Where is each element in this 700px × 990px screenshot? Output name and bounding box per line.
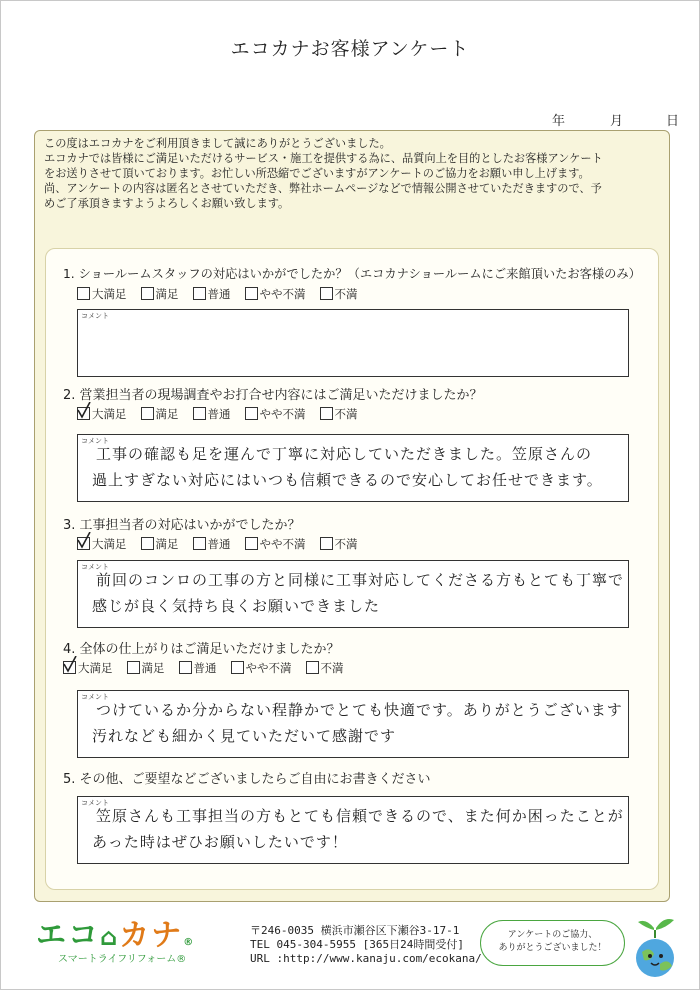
globe-mascot-icon <box>628 914 684 980</box>
rating-option[interactable] <box>231 660 292 676</box>
option-label: やや不満 <box>259 537 306 551</box>
comment-label: コメント <box>81 312 109 320</box>
rating-option[interactable] <box>63 660 113 676</box>
checkbox[interactable] <box>193 407 206 420</box>
rating-option[interactable] <box>179 660 217 676</box>
rating-option[interactable] <box>141 286 179 302</box>
rating-option[interactable] <box>193 536 231 552</box>
house-icon: ⌂ <box>100 923 120 951</box>
comment-label: コメント <box>81 437 109 445</box>
option-label: やや不満 <box>259 407 306 421</box>
option-label: 大満足 <box>78 661 113 675</box>
checkbox[interactable] <box>231 661 244 674</box>
option-label: 普通 <box>193 661 217 675</box>
rating-option[interactable] <box>141 406 179 422</box>
rating-option[interactable] <box>77 286 127 302</box>
comment-label: コメント <box>81 563 109 571</box>
option-label: 満足 <box>155 287 179 301</box>
checkbox[interactable] <box>320 537 333 550</box>
option-label: 大満足 <box>92 407 127 421</box>
comment-box[interactable] <box>77 309 629 377</box>
comment-box[interactable] <box>77 434 629 502</box>
bubble-line: アンケートのご協力、 <box>507 930 598 940</box>
checkbox-checked[interactable] <box>63 661 76 674</box>
option-label: やや不満 <box>259 287 306 301</box>
rating-option[interactable] <box>127 660 165 676</box>
handwritten-comment-line: 笠原さんも工事担当の方もとても信頼できるので、また何か困ったことが <box>96 807 624 825</box>
date-day-label: 日 <box>666 114 680 129</box>
question-3-text: 3. 工事担当者の対応はいかがでしたか？ <box>63 518 301 533</box>
checkbox[interactable] <box>245 537 258 550</box>
handwritten-comment-line: 工事の確認も足を運んで丁寧に対応していただきました。笠原さんの <box>96 445 593 463</box>
checkbox[interactable] <box>245 407 258 420</box>
option-label: 不満 <box>334 287 358 301</box>
logo-registered-mark: ® <box>183 937 196 948</box>
handwritten-comment-line: あった時はぜひお願いしたいです！ <box>92 833 348 851</box>
question-3-options <box>77 536 372 552</box>
comment-box[interactable] <box>77 796 629 864</box>
intro-line: をお送りさせて頂いております。お忙しい所恐縮でございますがアンケートのご協力をお願い申し上げます。 <box>44 167 590 180</box>
checkbox[interactable] <box>141 537 154 550</box>
footer <box>0 910 700 990</box>
question-2-text: 2. 営業担当者の現場調査やお打合せ内容にはご満足いただけましたか？ <box>63 388 483 403</box>
intro-line: この度はエコカナをご利用頂きまして誠にありがとうございました。 <box>44 137 391 150</box>
checkbox[interactable] <box>77 287 90 300</box>
comment-box[interactable] <box>77 690 629 758</box>
comment-label: コメント <box>81 799 109 807</box>
option-label: 満足 <box>155 407 179 421</box>
question-1-options <box>77 286 372 302</box>
comment-label: コメント <box>81 693 109 701</box>
checkbox-checked[interactable] <box>77 407 90 420</box>
option-label: 満足 <box>155 537 179 551</box>
option-label: 普通 <box>207 537 231 551</box>
rating-option[interactable] <box>320 536 358 552</box>
website-url[interactable]: URL :http://www.kanaju.com/ecokana/ <box>250 952 482 965</box>
checkbox-checked[interactable] <box>77 537 90 550</box>
handwritten-comment-line: 過上すぎない対応にはいつも信頼できるので安心してお任せできます。 <box>92 471 603 489</box>
checkbox[interactable] <box>306 661 319 674</box>
rating-option[interactable] <box>306 660 344 676</box>
question-2-options <box>77 406 372 422</box>
option-label: 大満足 <box>92 287 127 301</box>
intro-line: エコカナでは皆様にご満足いただけるサービス・施工を提供する為に、品質向上を目的としたお客様アンケート <box>44 152 603 165</box>
checkbox[interactable] <box>141 407 154 420</box>
page-title: エコカナお客様アンケート <box>230 38 470 60</box>
checkbox[interactable] <box>193 537 206 550</box>
ecokana-logo <box>36 910 195 954</box>
thank-you-bubble <box>480 920 625 966</box>
question-1-text: 1. ショールームスタッフの対応はいかがでしたか？（エコカナショールームにご来館頂いたお客様のみ） <box>63 267 641 281</box>
option-label: やや不満 <box>245 661 292 675</box>
logo-subtitle: スマートライフリフォーム® <box>58 954 187 965</box>
rating-option[interactable] <box>77 536 127 552</box>
option-label: 普通 <box>207 287 231 301</box>
option-label: 不満 <box>334 407 358 421</box>
company-contact <box>250 924 482 966</box>
checkbox[interactable] <box>245 287 258 300</box>
option-label: 普通 <box>207 407 231 421</box>
handwritten-comment-line: 汚れなども細かく見ていただいて感謝です <box>92 727 397 745</box>
option-label: 不満 <box>320 661 344 675</box>
option-label: 大満足 <box>92 537 127 551</box>
intro-text <box>44 136 664 211</box>
intro-line: めご了承頂きますようよろしくお願い致します。 <box>44 197 290 210</box>
option-label: 満足 <box>141 661 165 675</box>
option-label: 不満 <box>334 537 358 551</box>
question-5-text: 5. その他、ご要望などございましたらご自由にお書きください <box>63 772 431 787</box>
address: 〒246-0035 横浜市瀬谷区下瀬谷3-17-1 <box>250 924 460 937</box>
telephone: TEL 045-304-5955 [365日24時間受付] <box>250 938 464 951</box>
checkbox[interactable] <box>141 287 154 300</box>
handwritten-comment-line: 感じが良く気持ち良くお願いできました <box>92 597 381 615</box>
date-month-label: 月 <box>610 114 624 129</box>
rating-option[interactable] <box>320 286 358 302</box>
question-4-text: 4. 全体の仕上がりはご満足いただけましたか？ <box>63 642 340 657</box>
rating-option[interactable] <box>77 406 127 422</box>
checkbox[interactable] <box>320 407 333 420</box>
rating-option[interactable] <box>193 286 231 302</box>
checkbox[interactable] <box>193 287 206 300</box>
checkbox[interactable] <box>320 287 333 300</box>
logo-text-kana: カナ <box>119 918 184 953</box>
handwritten-comment-line: つけているか分からない程静かでとても快適です。ありがとうございます <box>96 701 623 719</box>
checkbox[interactable] <box>179 661 192 674</box>
intro-line: 尚、アンケートの内容は匿名とさせていただき、弊社ホームページなどで情報公開させていただきますので、予 <box>44 182 602 195</box>
comment-box[interactable] <box>77 560 629 628</box>
handwritten-comment-line: 前回のコンロの工事の方と同様に工事対応してくださる方もとても丁寧で <box>96 571 625 589</box>
rating-option[interactable] <box>245 286 306 302</box>
bubble-line: ありがとうございました！ <box>498 943 607 953</box>
rating-option[interactable] <box>193 406 231 422</box>
checkbox[interactable] <box>127 661 140 674</box>
logo-text: エコ <box>36 918 100 953</box>
rating-option[interactable] <box>245 406 306 422</box>
date-year-label: 年 <box>552 114 566 129</box>
rating-option[interactable] <box>245 536 306 552</box>
question-4-options <box>63 660 358 676</box>
rating-option[interactable] <box>320 406 358 422</box>
rating-option[interactable] <box>141 536 179 552</box>
